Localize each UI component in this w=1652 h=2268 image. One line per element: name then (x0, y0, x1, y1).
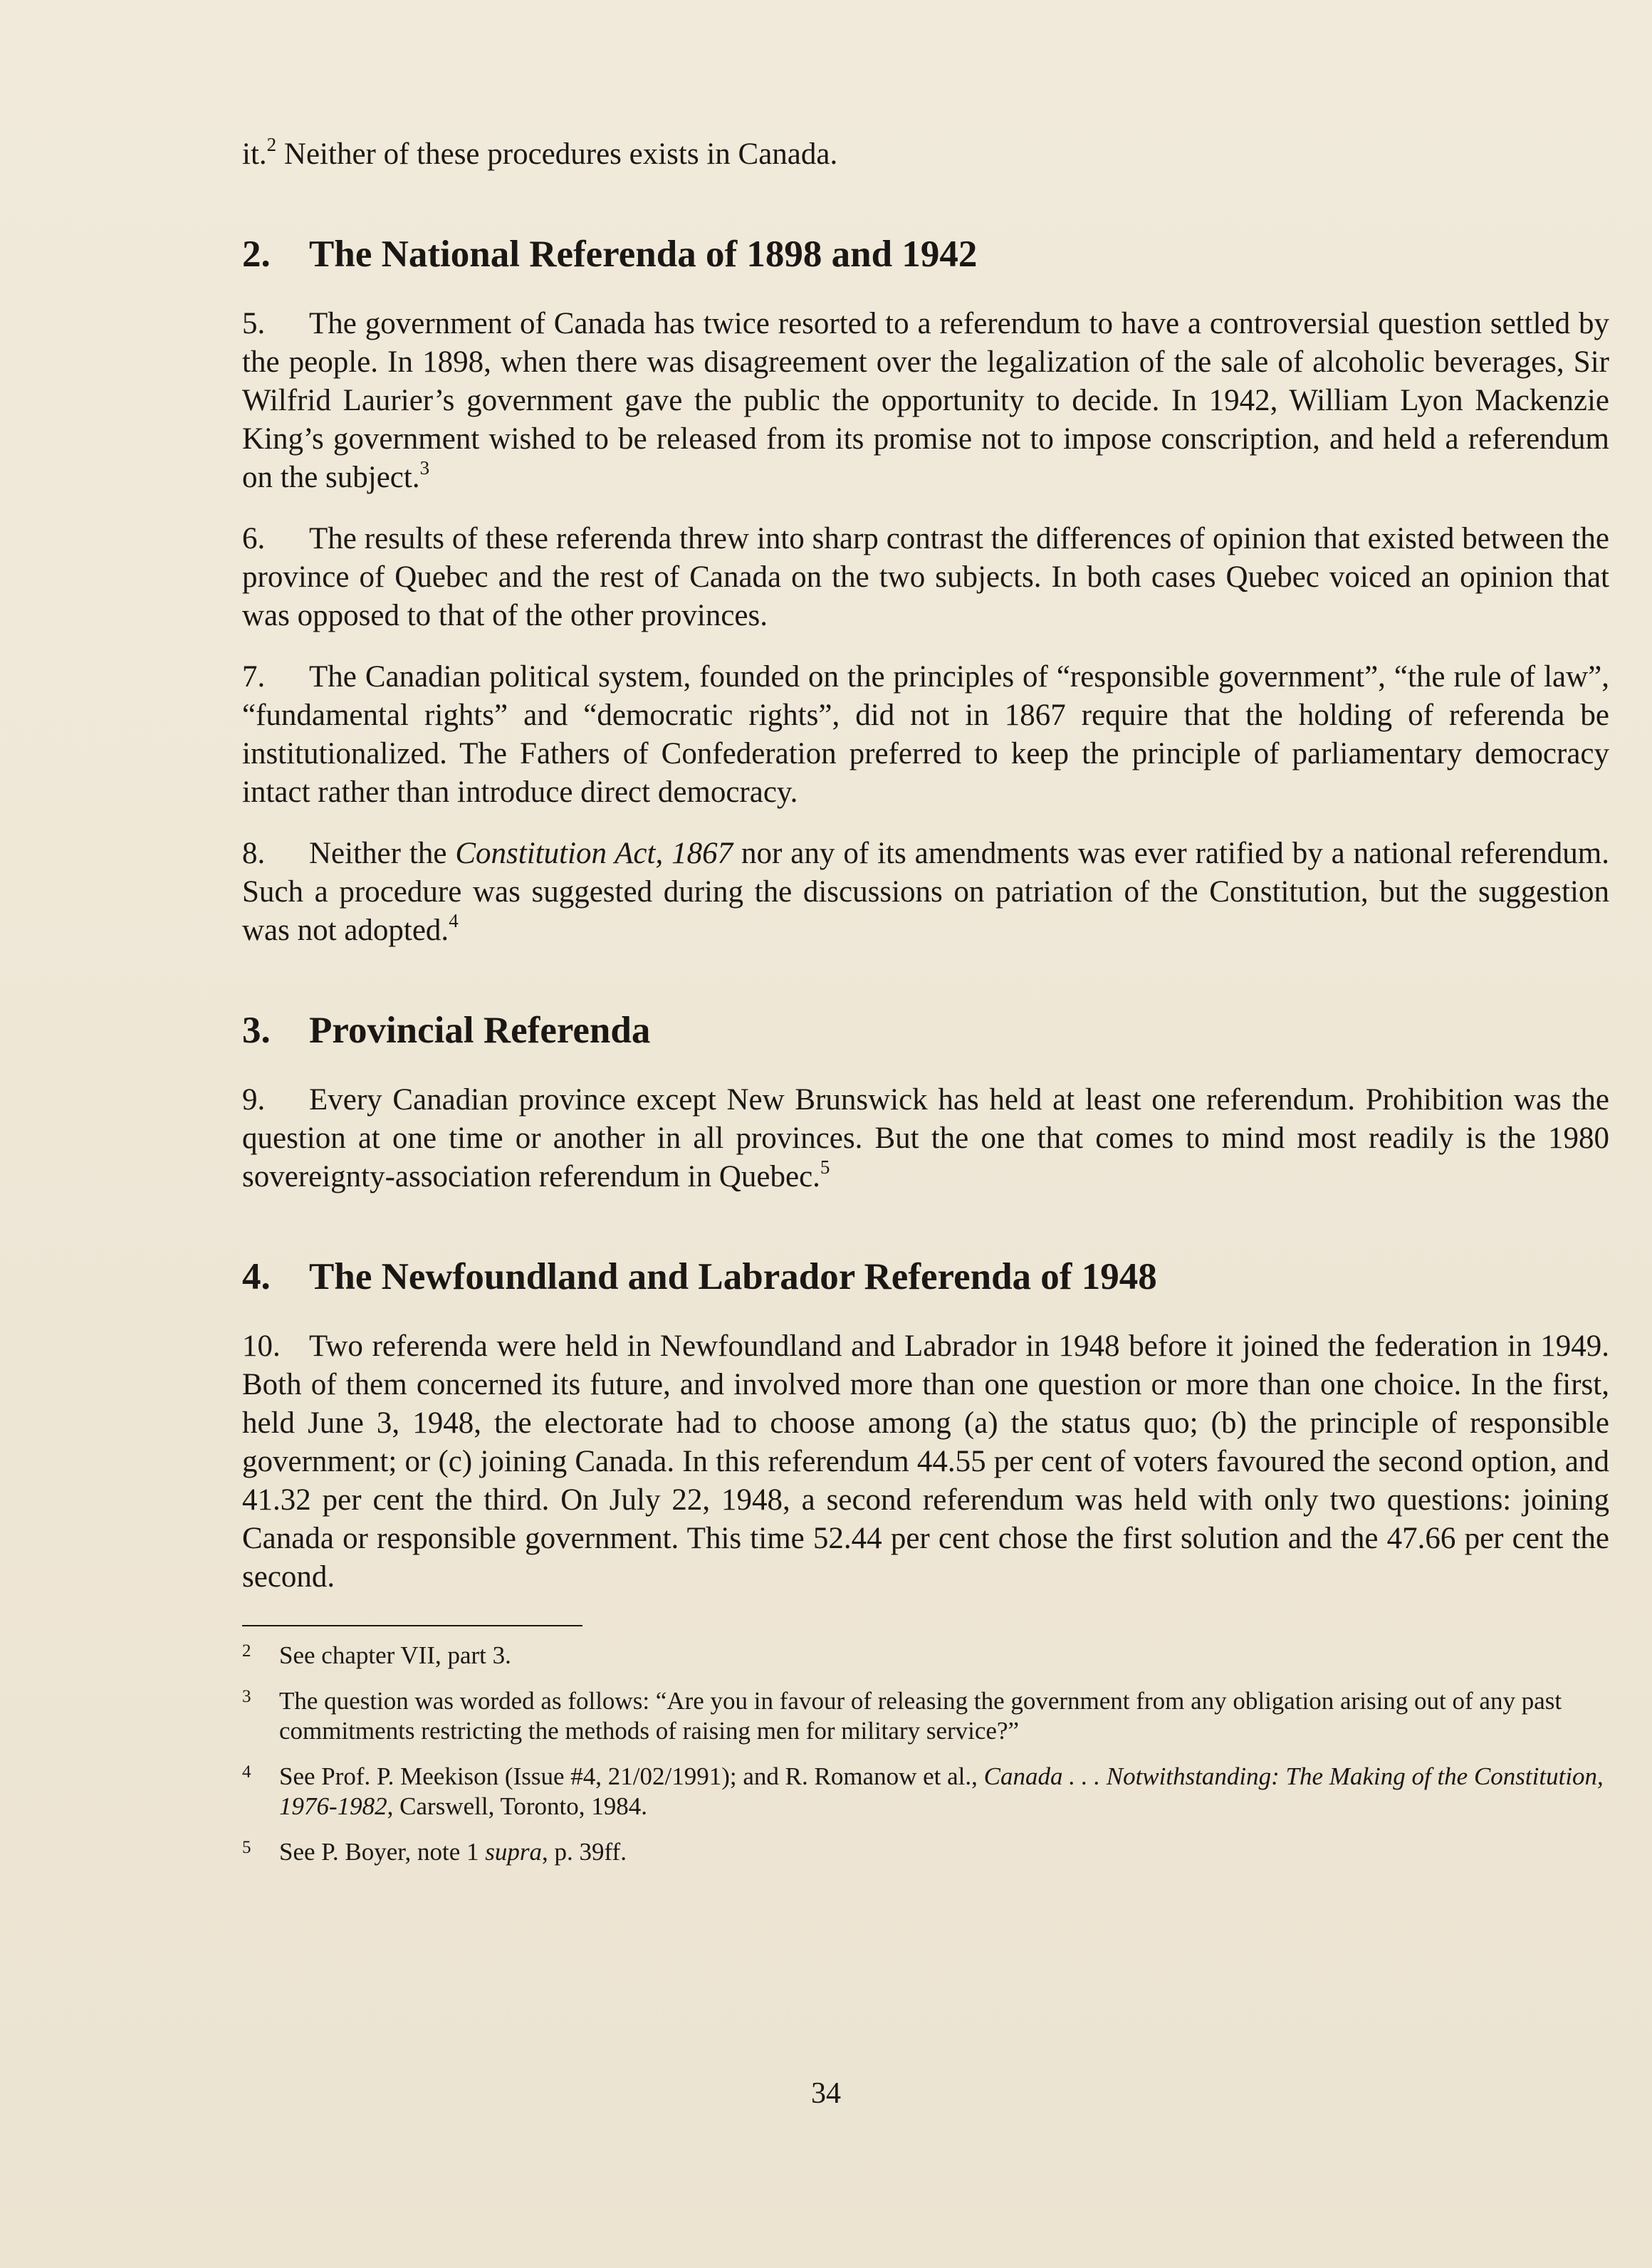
paragraph-5: 5. The government of Canada has twice resorted to a referendum to have a controversial question settled by the people. In 1898, when there was disagreement over the legalization of the sale of alcoholic beverages, Sir Wilfrid Laurier’s government gave the public the opportunity to decide. In 1942, William Lyon Mackenzie King’s government wished to be released from its promise not to impose conscription, and held a referendum on the subject.$^3$ (242, 307, 1609, 494)
paragraph-8: 8. Neither the Constitution Act, 1867 nor any of its amendments was ever ratified by a national referendum. Such a procedure was suggested during the discussions on patriation of the Constitution, but the suggestion was not adopted.$^4$ (242, 837, 1609, 947)
page-number: 34 (811, 2077, 841, 2110)
footnote-4: 4 See Prof. P. Meekison (Issue #4, 21/02/1991); and R. Romanow et al., Canada . . . Notwithstanding: The Making of the Constitution, 1976-1982, Carswell, Toronto, 1984. (242, 1762, 1604, 1820)
section-heading-3: 3. Provincial Referenda (242, 1010, 651, 1051)
document-body (242, 135, 1609, 1883)
paragraph-6: 6. The results of these referenda threw into sharp contrast the differences of opinion that existed between the province of Quebec and the rest of Canada on the two subjects. In both cases Quebec voiced an opinion that was opposed to that of the other provinces. (242, 522, 1609, 632)
footnote-2: 2 See chapter VII, part 3. (242, 1641, 511, 1669)
paragraph-9: 9. Every Canadian province except New Brunswick has held at least one referendum. Prohibition was the question at one time or another in all provinces. But the one that comes to mind most readily is the 1980 sovereignty-association referendum in Quebec.$^5$ (242, 1083, 1609, 1193)
paragraph-7: 7. The Canadian political system, founded on the principles of “responsible government”, “the rule of law”, “fundamental rights” and “democratic rights”, did not in 1867 require that the holding of referenda be institutionalized. The Fathers of Confederation preferred to keep the principle of parliamentary democracy intact rather than introduce direct democracy. (242, 660, 1609, 809)
footnote-3: 3 The question was worded as follows: “Are you in favour of releasing the government from any obligation arising out of any past commitments restricting the methods of raising men for military service?” (242, 1687, 1562, 1745)
footnote-divider (242, 1625, 582, 1626)
section-heading-4: 4. The Newfoundland and Labrador Referenda of 1948 (242, 1256, 1157, 1297)
opening-line: it.$^2$ Neither of these procedures exists in Canada. (242, 134, 838, 171)
footnote-5: 5 See P. Boyer, note 1 supra, p. 39ff. (242, 1838, 627, 1866)
paragraph-10: 10. Two referenda were held in Newfoundland and Labrador in 1948 before it joined the federation in 1949. Both of them concerned its future, and involved more than one question or more than one choice. In the first, held June 3, 1948, the electorate had to choose among (a) the status quo; (b) the principle of responsible government; or (c) joining Canada. In this referendum 44.55 per cent of voters favoured the second option, and 41.32 per cent the third. On July 22, 1948, a second referendum was held with only two questions: joining Canada or responsible government. This time 52.44 per cent chose the first solution and the 47.66 per cent the second. (242, 1329, 1609, 1594)
section-heading-2: 2. The National Referenda of 1898 and 1942 (242, 234, 978, 275)
